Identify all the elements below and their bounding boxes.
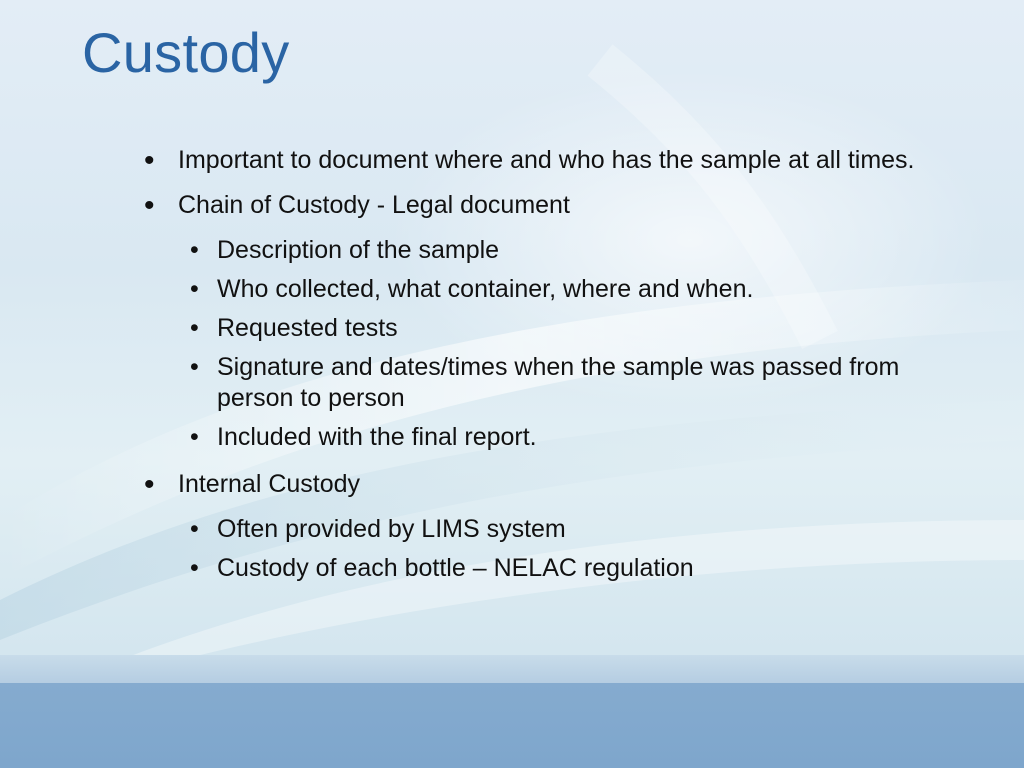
bullet-text: Important to document where and who has the sample at all times.: [178, 146, 915, 174]
sub-bullet-item: [144, 422, 944, 453]
sub-bullet-item: [144, 274, 944, 305]
sub-bullet-symbol: •: [190, 353, 199, 381]
bullet-text: Chain of Custody - Legal document: [178, 191, 570, 219]
sub-bullet-symbol: •: [190, 314, 199, 342]
bullet-item: [144, 469, 944, 500]
group-spacer: [144, 461, 944, 469]
sub-bullet-symbol: •: [190, 515, 199, 543]
sub-bullet-symbol: •: [190, 236, 199, 264]
sub-bullet-item: [144, 352, 944, 414]
footer-highlight-band: [0, 655, 1024, 683]
sub-bullet-item: [144, 514, 944, 545]
slide-title: Custody: [82, 21, 290, 84]
sub-bullet-text: Custody of each bottle – NELAC regulation: [217, 554, 694, 582]
sub-bullet-text: Signature and dates/times when the sample was passed from person to person: [217, 353, 900, 412]
sub-bullet-item: [144, 313, 944, 344]
sub-bullet-symbol: •: [190, 423, 199, 451]
bullet-item: [144, 190, 944, 221]
sub-bullet-text: Who collected, what container, where and when.: [217, 275, 754, 303]
sub-bullet-text: Often provided by LIMS system: [217, 515, 566, 543]
sub-bullet-text: Included with the final report.: [217, 423, 537, 451]
bullet-symbol: •: [144, 189, 155, 222]
sub-bullet-symbol: •: [190, 275, 199, 303]
bullet-item: [144, 145, 944, 176]
footer-bar: [0, 683, 1024, 768]
sub-bullet-symbol: •: [190, 554, 199, 582]
sub-bullet-text: Requested tests: [217, 314, 398, 342]
bullet-symbol: •: [144, 468, 155, 501]
sub-bullet-item: [144, 553, 944, 584]
sub-bullet-text: Description of the sample: [217, 236, 500, 264]
sub-bullet-item: [144, 235, 944, 266]
bullet-text: Internal Custody: [178, 470, 361, 498]
bullet-list: [144, 145, 944, 592]
bullet-symbol: •: [144, 144, 155, 177]
